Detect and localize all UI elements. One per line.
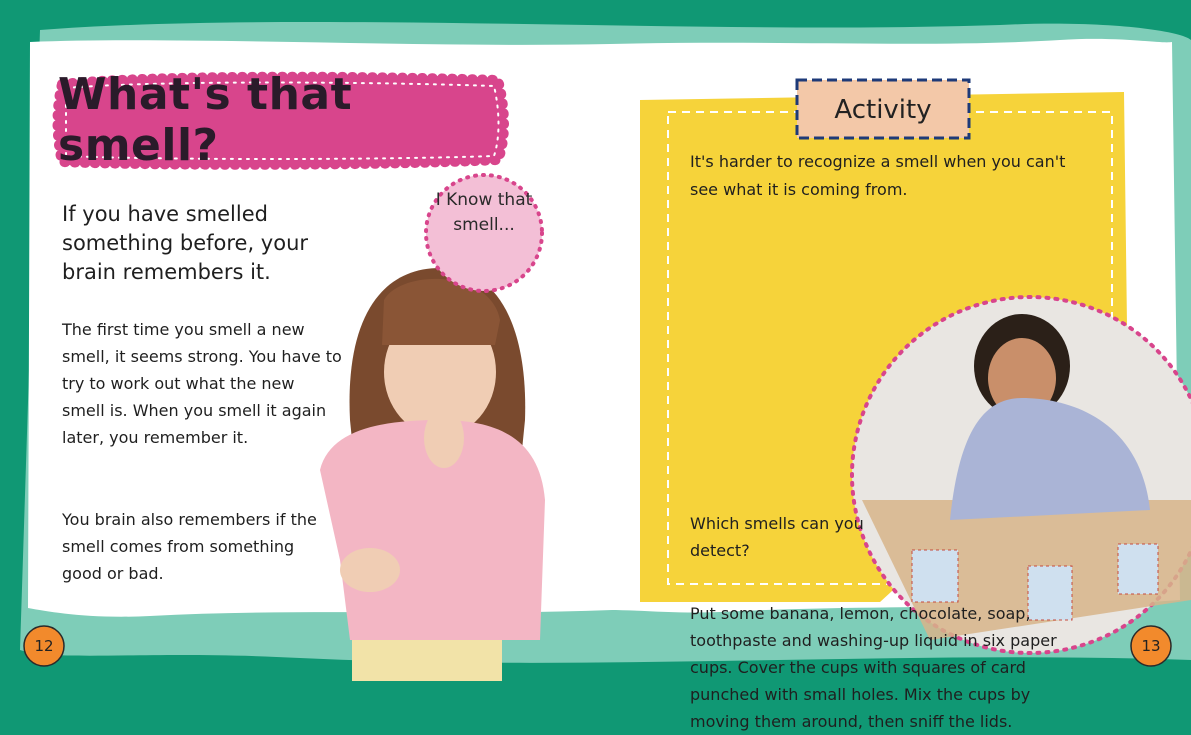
speech-bubble <box>424 174 544 294</box>
activity-steps-text: Put some banana, lemon, chocolate, soap, toothpaste and washing-up liquid in six paper cups. Cover the cups with squares of card punched with small holes. Mix the cups by moving them around, then sniff the lids. <box>690 604 1057 731</box>
activity-question: Which smells can you detect? <box>690 514 864 560</box>
body-paragraph-1: The first time you smell a new smell, it seems strong. You have to try to work out what the new smell is. When you smell it again later, you remember it. <box>62 320 342 447</box>
activity-intro: It's harder to recognize a smell when you can't see what it is coming from. <box>690 152 1066 199</box>
page-title: What's that smell? <box>58 68 353 171</box>
body-paragraph-2: You brain also remembers if the smell comes from something good or bad. <box>62 510 317 583</box>
activity-steps <box>690 224 1070 735</box>
page-number-left: 12 <box>34 637 54 655</box>
activity-label: Activity <box>834 95 932 125</box>
title-banner <box>58 68 506 171</box>
page-number-right: 13 <box>1141 637 1161 655</box>
speech-bubble-text: I Know that smell... <box>435 190 533 235</box>
lead-paragraph: If you have smelled something before, your brain remembers it. <box>62 202 309 284</box>
